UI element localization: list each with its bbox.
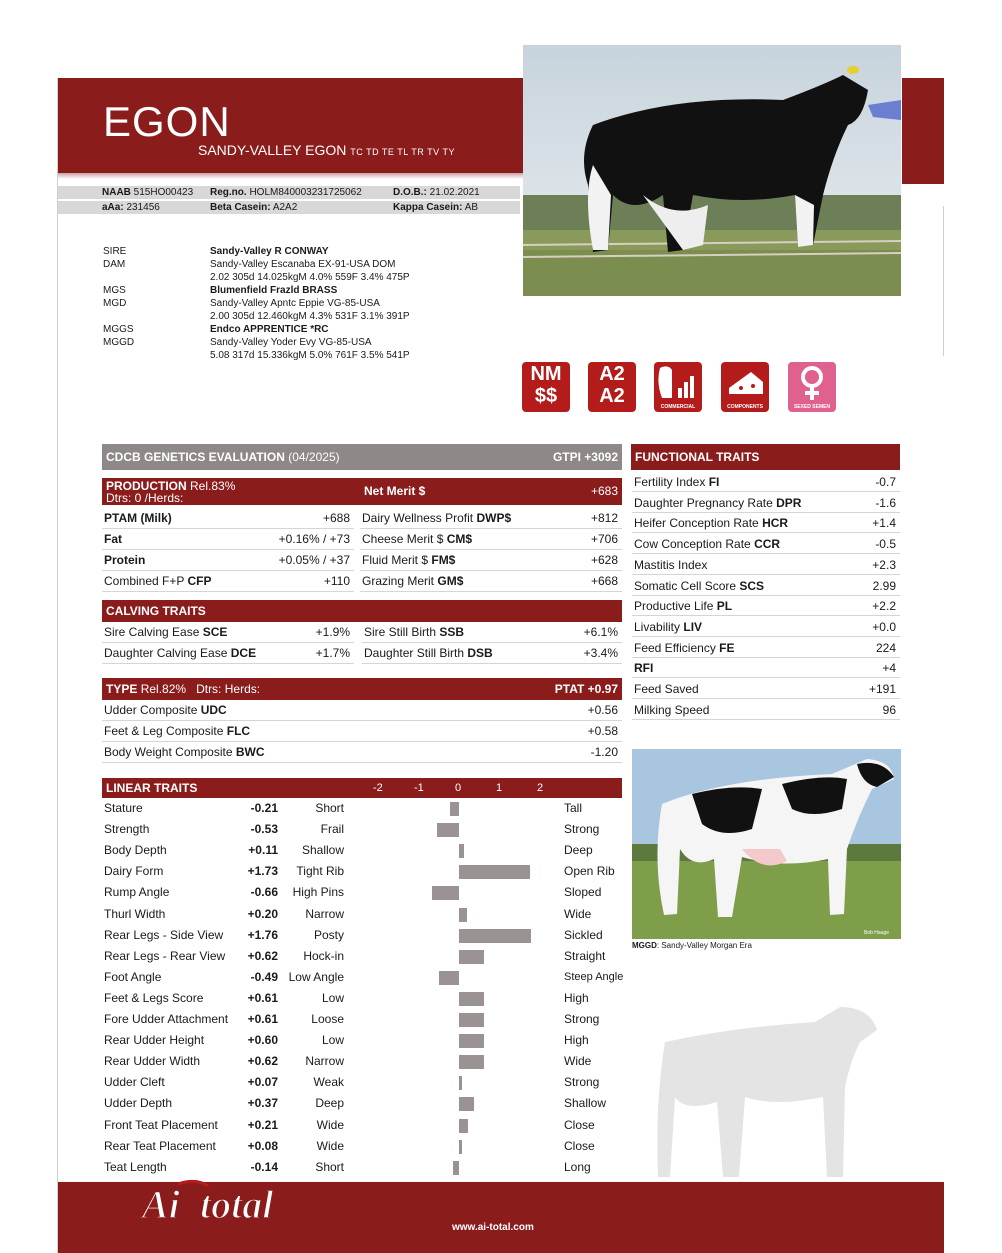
trait-value: +0.58: [587, 724, 618, 738]
linear-high-label: Sickled: [564, 927, 603, 942]
trait-value: +0.16% / +73: [278, 532, 350, 546]
linear-high-label: Strong: [564, 1012, 600, 1026]
linear-trait-value: +0.11: [248, 843, 278, 858]
pedigree-dam-label: DAM: [103, 259, 126, 270]
linear-bar: [459, 908, 467, 922]
linear-low-label: Frail: [320, 822, 344, 837]
linear-trait-name: Front Teat Placement: [104, 1117, 218, 1132]
trait-label: [634, 638, 735, 658]
trait-label: [104, 529, 122, 550]
trait-abbr: UDC: [200, 703, 227, 717]
functional-header: FUNCTIONAL TRAITS: [631, 444, 900, 470]
production-row: [102, 529, 354, 550]
linear-trait-value: -0.66: [250, 885, 278, 900]
type-row: [102, 700, 622, 721]
linear-high-label: Close: [564, 1117, 595, 1132]
linear-row: [102, 925, 632, 946]
trait-value: +688: [322, 511, 350, 525]
trait-value: +6.1%: [583, 625, 618, 639]
functional-row: [632, 513, 900, 533]
linear-row: [102, 882, 632, 903]
linear-trait-value: +0.62: [247, 948, 278, 963]
merit-value: +812: [590, 511, 618, 525]
pedigree-mgd-label: MGD: [103, 298, 127, 309]
components-icon: COMPONENTS: [721, 362, 769, 412]
linear-row: [102, 904, 632, 925]
trait-label: [104, 622, 227, 643]
linear-trait-value: +0.20: [247, 906, 278, 921]
linear-low-label: Weak: [313, 1075, 344, 1090]
linear-trait-value: +0.21: [247, 1117, 278, 1132]
merit-name: Dairy Wellness Profit: [362, 511, 477, 525]
merit-abbr: CM$: [446, 532, 473, 546]
scale-tick-label: -1: [414, 782, 424, 794]
linear-high-label: Close: [564, 1138, 595, 1153]
linear-row: [102, 861, 632, 882]
linear-bar: [459, 865, 530, 879]
trait-name: Milking Speed: [634, 702, 710, 717]
functional-row: [632, 472, 900, 492]
pedigree-dam: Sandy-Valley Escanaba EX-91-USA DOM 2.02 305d 14.025kgM 4.0% 559F 3.4% 475P: [210, 259, 410, 283]
trait-label: [634, 534, 780, 554]
linear-row: [102, 1051, 632, 1072]
bull-full-name: SANDY-VALLEY EGON TC TD TE TL TR TV TY: [198, 142, 455, 158]
calving-row: [102, 643, 354, 664]
merit-name: Cheese Merit $: [362, 532, 447, 546]
page-border-right: [943, 206, 944, 356]
linear-bar: [459, 1140, 462, 1154]
id-row-2: aAa: 231456 Beta Casein: A2A2 Kappa Casein: AB: [58, 201, 520, 214]
functional-row: [632, 493, 900, 513]
linear-low-label: Short: [315, 1159, 344, 1174]
linear-row: [102, 840, 632, 861]
trait-value: +0.0: [872, 619, 896, 634]
pedigree-sire-label: SIRE: [103, 246, 127, 257]
linear-row: [102, 798, 632, 819]
trait-label: [634, 617, 702, 637]
merit-row: [360, 550, 622, 571]
trait-abbr: PL: [716, 599, 733, 614]
trait-name: Somatic Cell Score: [634, 578, 740, 593]
linear-header: LINEAR TRAITS: [102, 778, 622, 798]
trait-name: Fertility Index: [634, 475, 709, 489]
merit-row: [360, 508, 622, 529]
linear-high-label: Tall: [564, 801, 583, 815]
trait-label: [104, 571, 212, 592]
linear-bar: [459, 929, 531, 943]
linear-low-label: Loose: [311, 1012, 344, 1026]
scale-tick-label: 1: [496, 782, 503, 794]
linear-trait-value: +1.76: [247, 927, 278, 942]
linear-trait-name: Udder Cleft: [104, 1075, 165, 1090]
trait-name: Productive Life: [634, 599, 717, 614]
scale-tick-label: 0: [455, 782, 462, 794]
linear-high-label: Deep: [564, 843, 593, 858]
linear-trait-name: Teat Length: [104, 1159, 167, 1174]
linear-low-label: Posty: [313, 927, 344, 942]
trait-label: [104, 700, 227, 721]
production-row: [102, 571, 354, 592]
trait-value: +0.05% / +37: [278, 553, 350, 567]
linear-low-label: Wide: [316, 1117, 344, 1132]
bull-name: EGON: [103, 98, 231, 145]
bull-dam-photo: [523, 45, 901, 296]
linear-trait-value: +1.73: [247, 864, 278, 879]
trait-abbr: CFP: [187, 574, 212, 588]
pedigree-mgs: Blumenfield Frazld BRASS: [210, 285, 338, 296]
linear-low-label: Low: [321, 1033, 344, 1048]
trait-name: Feet & Leg Composite: [104, 724, 227, 738]
linear-trait-name: Body Depth: [104, 843, 167, 858]
linear-trait-value: +0.62: [247, 1054, 278, 1069]
trait-label: [104, 508, 172, 529]
linear-bar: [450, 802, 459, 816]
linear-bar: [459, 1013, 484, 1027]
trait-name: PTAM (Milk): [104, 511, 172, 525]
trait-label: [634, 596, 732, 616]
merit-value: +628: [590, 553, 618, 567]
linear-trait-name: Strength: [104, 822, 150, 837]
linear-trait-name: Udder Depth: [104, 1096, 173, 1111]
mggd-photo: [632, 749, 901, 939]
linear-high-label: High: [564, 1033, 589, 1048]
merit-name: Grazing Merit: [362, 574, 438, 588]
linear-low-label: Low: [321, 990, 344, 1005]
linear-bar: [453, 1161, 459, 1175]
pedigree-mgs-label: MGS: [103, 285, 126, 296]
linear-row: [102, 1136, 632, 1157]
ai-total-logo[interactable]: [138, 1178, 332, 1228]
trait-name: Livability: [634, 619, 684, 634]
linear-bar: [459, 950, 484, 964]
linear-low-label: Hock-in: [303, 948, 344, 963]
linear-trait-name: Rear Udder Width: [104, 1054, 201, 1069]
trait-label: [104, 742, 265, 763]
trait-abbr: CCR: [754, 537, 781, 552]
functional-row: [632, 576, 900, 596]
trait-name: Sire Calving Ease: [104, 625, 203, 639]
linear-high-label: Strong: [564, 822, 600, 837]
linear-low-label: Deep: [315, 1096, 344, 1111]
trait-name: Mastitis Index: [634, 557, 708, 572]
linear-bar: [432, 886, 459, 900]
merit-abbr: DWP$: [476, 511, 512, 525]
trait-abbr: FE: [719, 640, 735, 655]
trait-abbr: SCE: [202, 625, 228, 639]
linear-bar: [459, 1119, 468, 1133]
trait-value: +110: [323, 574, 350, 588]
trait-name: Body Weight Composite: [104, 745, 236, 759]
linear-high-label: Steep Angle: [564, 970, 624, 983]
linear-trait-name: Feet & Legs Score: [104, 990, 204, 1005]
trait-value: 2.99: [872, 578, 896, 593]
linear-trait-name: Dairy Form: [104, 864, 164, 879]
linear-row: [102, 1030, 632, 1051]
linear-trait-name: Rump Angle: [104, 885, 170, 900]
photo-credit: Bob Hauge: [863, 930, 889, 936]
type-row: [102, 721, 622, 742]
merit-row: [360, 571, 622, 592]
linear-high-label: Open Rib: [564, 864, 615, 879]
linear-trait-value: +0.07: [247, 1075, 278, 1090]
linear-trait-value: -0.14: [250, 1159, 278, 1174]
trait-value: -1.20: [590, 745, 618, 759]
linear-trait-value: +0.37: [247, 1096, 278, 1111]
ptat-value: PTAT +0.97: [554, 682, 618, 696]
trait-name: Daughter Pregnancy Rate: [634, 495, 777, 510]
trait-label: [634, 513, 788, 533]
trait-value: 224: [875, 640, 896, 655]
trait-label: [104, 643, 256, 664]
functional-row: [632, 555, 900, 575]
linear-bar: [459, 1034, 484, 1048]
trait-value: -1.6: [875, 495, 896, 510]
title-band-shadow: [58, 173, 523, 179]
scale-tick-label: 2: [537, 782, 544, 794]
trait-name: Sire Still Birth: [364, 625, 440, 639]
trait-value: +4: [882, 661, 896, 676]
merit-label: [362, 508, 511, 529]
trait-label: [634, 493, 801, 513]
production-header: PRODUCTION Rel.83% Dtrs: 0 /Herds:: [102, 478, 360, 505]
website-link[interactable]: www.ai-total.com: [452, 1222, 534, 1233]
linear-bar: [439, 971, 459, 985]
linear-row: [102, 1072, 632, 1093]
linear-trait-name: Rear Legs - Rear View: [104, 948, 226, 963]
production-row: [102, 508, 354, 529]
linear-bar: [459, 1076, 462, 1090]
linear-trait-value: -0.53: [250, 822, 278, 837]
trait-label: [104, 721, 250, 742]
trait-abbr: FLC: [226, 724, 251, 738]
pedigree-mggs: Endco APPRENTICE *RC: [210, 324, 329, 335]
trait-abbr: RFI: [634, 661, 654, 676]
linear-high-label: Wide: [564, 906, 592, 921]
trait-label: [634, 679, 699, 699]
functional-row: [632, 658, 900, 678]
page-border-left: [57, 78, 58, 1253]
linear-low-label: Narrow: [305, 1054, 344, 1069]
trait-abbr: LIV: [683, 619, 703, 634]
linear-row: [102, 1115, 632, 1136]
trait-name: Feed Efficiency: [634, 640, 720, 655]
calving-header: CALVING TRAITS: [102, 600, 622, 622]
trait-name: Daughter Still Birth: [364, 646, 468, 660]
trait-name: Daughter Calving Ease: [104, 646, 231, 660]
production-row: [102, 550, 354, 571]
linear-high-label: Sloped: [564, 885, 602, 900]
trait-abbr: DCE: [230, 646, 257, 660]
trait-abbr: BWC: [235, 745, 265, 759]
trait-abbr: SCS: [739, 578, 765, 593]
type-row: [102, 742, 622, 763]
sexed-semen-icon: SEXED SEMEN: [788, 362, 836, 412]
trait-name: Cow Conception Rate: [634, 537, 755, 552]
trait-name: Fat: [104, 532, 122, 546]
trait-label: [364, 622, 464, 643]
pedigree-mgd: Sandy-Valley Apntc Eppie VG-85-USA 2.00 305d 12.460kgM 4.3% 531F 3.1% 391P: [210, 298, 410, 322]
commercial-icon: COMMERCIAL: [654, 362, 702, 412]
linear-trait-value: -0.49: [250, 969, 278, 984]
scale-tick-label: -2: [373, 782, 383, 794]
linear-trait-name: Stature: [104, 801, 143, 815]
trait-value: +0.56: [587, 703, 618, 717]
trait-abbr: SSB: [439, 625, 465, 639]
title-band-right: [902, 78, 944, 184]
linear-low-label: Wide: [316, 1138, 344, 1153]
trait-value: +2.3: [872, 557, 896, 572]
trait-value: +1.7%: [315, 646, 350, 660]
linear-bar: [459, 844, 464, 858]
a2a2-icon: A2 A2: [588, 362, 636, 412]
linear-row: [102, 988, 632, 1009]
merit-label: [362, 571, 463, 592]
linear-low-label: Short: [315, 801, 344, 815]
cow-silhouette-icon: [655, 1002, 880, 1182]
linear-trait-value: -0.21: [250, 801, 278, 815]
merit-abbr: GM$: [437, 574, 464, 588]
linear-bar: [437, 823, 459, 837]
linear-row: [102, 819, 632, 840]
trait-label: [634, 472, 719, 492]
linear-trait-name: Rear Teat Placement: [104, 1138, 216, 1153]
trait-name: Heifer Conception Rate: [634, 516, 763, 531]
functional-row: [632, 617, 900, 637]
trait-name: Udder Composite: [104, 703, 201, 717]
linear-row: [102, 946, 632, 967]
linear-trait-value: +0.61: [247, 990, 278, 1005]
svg-text:total: total: [200, 1182, 274, 1227]
functional-row: [632, 638, 900, 658]
calving-row: [362, 622, 622, 643]
linear-trait-name: Thurl Width: [104, 906, 166, 921]
trait-value: -0.7: [875, 475, 896, 489]
linear-high-label: Straight: [564, 948, 606, 963]
merit-value: +668: [590, 574, 618, 588]
calving-row: [102, 622, 354, 643]
linear-high-label: Long: [564, 1159, 591, 1174]
bull-codes: TC TD TE TL TR TV TY: [350, 147, 455, 157]
pedigree-mggs-label: MGGS: [103, 324, 134, 335]
linear-row: [102, 1157, 632, 1178]
linear-bar: [459, 992, 484, 1006]
trait-label: [634, 658, 653, 678]
merit-name: Fluid Merit $: [362, 553, 432, 567]
merit-row: [360, 529, 622, 550]
merit-abbr: FM$: [431, 553, 456, 567]
merit-value: +706: [590, 532, 618, 546]
linear-bar: [459, 1097, 474, 1111]
trait-name: Protein: [104, 553, 146, 567]
linear-trait-value: +0.61: [247, 1012, 278, 1026]
trait-label: [364, 643, 493, 664]
trait-abbr: DPR: [776, 495, 802, 510]
trait-abbr: FI: [708, 475, 720, 489]
pedigree-mggd: Sandy-Valley Yoder Evy VG-85-USA 5.08 317d 15.336kgM 5.0% 761F 3.5% 541P: [210, 337, 410, 361]
id-row-1: NAAB 515HO00423 Reg.no. HOLM840003231725062 D.O.B.: 21.02.2021: [58, 186, 520, 199]
linear-trait-name: Fore Udder Attachment: [104, 1012, 229, 1026]
linear-row: [102, 967, 632, 988]
linear-high-label: Shallow: [564, 1096, 607, 1111]
type-header: TYPE Rel.82% Dtrs: Herds: PTAT +0.97: [102, 678, 622, 700]
pedigree-mggd-label: MGGD: [103, 337, 135, 348]
cdcb-header: CDCB GENETICS EVALUATION (04/2025) GTPI +3092: [102, 444, 622, 470]
linear-trait-value: +0.60: [247, 1033, 278, 1048]
linear-trait-name: Foot Angle: [104, 969, 162, 984]
trait-label: [634, 555, 707, 575]
linear-low-label: Low Angle: [288, 969, 344, 984]
merit-label: [362, 550, 455, 571]
linear-high-label: High: [564, 990, 589, 1005]
linear-trait-name: Rear Legs - Side View: [104, 927, 224, 942]
trait-value: +1.4: [872, 516, 896, 531]
gtpi-value: GTPI +3092: [552, 450, 618, 464]
net-merit-header: Net Merit $ +683: [360, 478, 622, 505]
trait-value: -0.5: [875, 537, 896, 552]
trait-label: [104, 550, 145, 571]
trait-abbr: DSB: [467, 646, 493, 660]
linear-high-label: Wide: [564, 1054, 592, 1069]
trait-value: +2.2: [872, 599, 896, 614]
functional-row: [632, 596, 900, 616]
nm-dollar-icon: NM $$: [522, 362, 570, 412]
trait-name: Feed Saved: [634, 682, 699, 696]
trait-name: Combined F+P: [104, 574, 188, 588]
linear-bar: [459, 1055, 484, 1069]
functional-row: [632, 534, 900, 554]
trait-value: +1.9%: [315, 625, 350, 639]
trait-abbr: HCR: [762, 516, 789, 531]
trait-label: [634, 576, 764, 596]
trait-value: +191: [868, 682, 896, 696]
trait-value: 96: [882, 702, 896, 717]
svg-text:Ai: Ai: [142, 1182, 180, 1227]
functional-row: [632, 700, 900, 720]
linear-row: [102, 1009, 632, 1030]
merit-label: [362, 529, 472, 550]
linear-high-label: Strong: [564, 1075, 600, 1090]
linear-low-label: Tight Rib: [296, 864, 344, 879]
pedigree-sire: Sandy-Valley R CONWAY: [210, 246, 329, 257]
functional-row: [632, 679, 900, 699]
linear-trait-name: Rear Udder Height: [104, 1033, 205, 1048]
trait-value: +3.4%: [583, 646, 618, 660]
trait-label: [634, 700, 709, 720]
linear-row: [102, 1093, 632, 1114]
calving-row: [362, 643, 622, 664]
linear-low-label: Shallow: [301, 843, 344, 858]
linear-trait-value: +0.08: [247, 1138, 278, 1153]
linear-low-label: High Pins: [292, 885, 344, 900]
mggd-caption: MGGD: Sandy-Valley Morgan Era: [632, 941, 752, 950]
linear-low-label: Narrow: [305, 906, 344, 921]
